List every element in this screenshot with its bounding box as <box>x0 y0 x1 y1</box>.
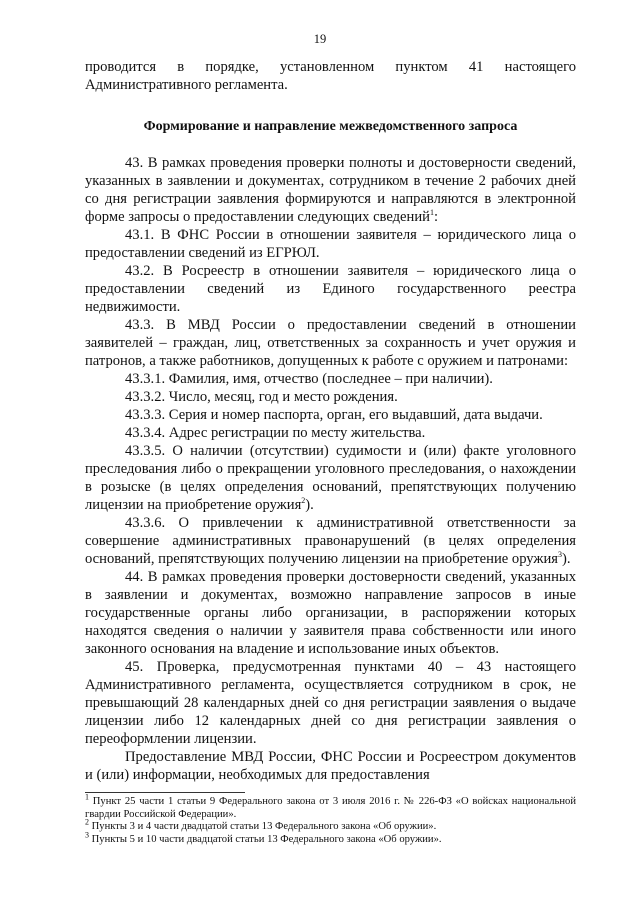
footnote-ref-3: 3 <box>558 550 563 560</box>
paragraph-43-1: 43.1. В ФНС России в отношении заявителя – юридического лица о предоставлении сведений из ЕГРЮЛ. <box>85 227 576 261</box>
footnotes <box>85 792 576 846</box>
paragraph-43-3-5 <box>85 442 576 514</box>
paragraph-43-3-3: 43.3.3. Серия и номер паспорта, орган, его выдавший, дата выдачи. <box>125 407 543 423</box>
footnote-text: Пункт 25 части 1 статьи 9 Федерального закона от 3 июля 2016 г. № 226-ФЗ «О войсках национальной гвардии Российской Федерации». <box>85 796 576 820</box>
paragraph-43-3-5-tail: ). <box>305 497 314 513</box>
document-body <box>85 58 576 784</box>
paragraph-45: 45. Проверка, предусмотренная пунктами 40 – 43 настоящего Административного регламента, осуществляется сотрудником в срок, не превышающий 28 календарных дней со дня регистрации заявления о выдаче лицензии либо 12 календарных дней со дня регистрации заявления о переоформлении лицензии. <box>85 659 576 747</box>
paragraph-43-2: 43.2. В Росреестр в отношении заявителя – юридического лица о предоставлении сведений из Единого государственного реестра недвижимости. <box>85 263 576 315</box>
paragraph-43-3-2: 43.3.2. Число, месяц, год и место рождения. <box>125 389 398 405</box>
paragraph-43-3-6 <box>85 514 576 568</box>
section-heading: Формирование и направление межведомственного запроса <box>143 119 518 134</box>
footnote-mark: 3 <box>85 830 89 840</box>
paragraph-43-3-6-tail: ). <box>562 551 571 567</box>
footnote-1 <box>85 792 576 821</box>
paragraph-43-3-6-text: 43.3.6. О привлечении к административной ответственности за совершение административных правонарушений (в целях определения оснований, препятствующих получению лицензии на приобретение оружия <box>85 515 576 567</box>
paragraph-43-text: 43. В рамках проведения проверки полноты и достоверности сведений, указанных в заявлении и документах, сотрудником в течение 2 рабочих дней со дня регистрации заявления формируются и направляются в электронной форме запросы о предоставлении следующих сведений <box>85 155 576 225</box>
footnote-3 <box>85 830 576 847</box>
footnote-text: Пункты 3 и 4 части двадцатой статьи 13 Федерального закона «Об оружии». <box>89 821 437 833</box>
paragraph-last: Предоставление МВД России, ФНС России и Росреестром документов и (или) информации, необходимых для предоставления <box>85 749 576 783</box>
footnote-ref-1: 1 <box>429 208 434 218</box>
footnote-mark: 1 <box>85 792 89 802</box>
paragraph-43-tail: : <box>433 209 439 225</box>
paragraph-43-3-5-text: 43.3.5. О наличии (отсутствии) судимости и (или) факте уголовного преследования либо о прекращении уголовного преследования, о нахождении в розыске (в целях определения оснований, препятствующих получению лицензии на приобретение оружия <box>85 443 576 513</box>
intro-paragraph: проводится в порядке, установленном пунктом 41 настоящего Административного регламента. <box>85 59 576 93</box>
page-number: 19 <box>313 32 327 46</box>
footnote-mark: 2 <box>85 817 89 827</box>
paragraph-43 <box>85 154 576 226</box>
paragraph-43-3-1: 43.3.1. Фамилия, имя, отчество (последнее – при наличии). <box>125 371 493 387</box>
footnote-divider <box>85 792 245 793</box>
footnote-text: Пункты 5 и 10 части двадцатой статьи 13 Федерального закона «Об оружии». <box>89 833 442 845</box>
footnote-2 <box>85 817 576 834</box>
paragraph-44: 44. В рамках проведения проверки достоверности сведений, указанных в заявлении и документах, возможно направление запросов в иные государственные органы либо организации, в распоряжении которых находятся сведения о наличии у заявителя права собственности или иного законного основания на владение и использование иных объектов. <box>85 569 576 657</box>
paragraph-43-3-4: 43.3.4. Адрес регистрации по месту жительства. <box>125 425 426 441</box>
paragraph-43-3: 43.3. В МВД России о предоставлении сведений в отношении заявителей – граждан, лиц, ответственных за сохранность и учет оружия и патронов, а также работников, допущенных к работе с оружием и патронами: <box>85 317 576 369</box>
footnote-ref-2: 2 <box>301 496 306 506</box>
